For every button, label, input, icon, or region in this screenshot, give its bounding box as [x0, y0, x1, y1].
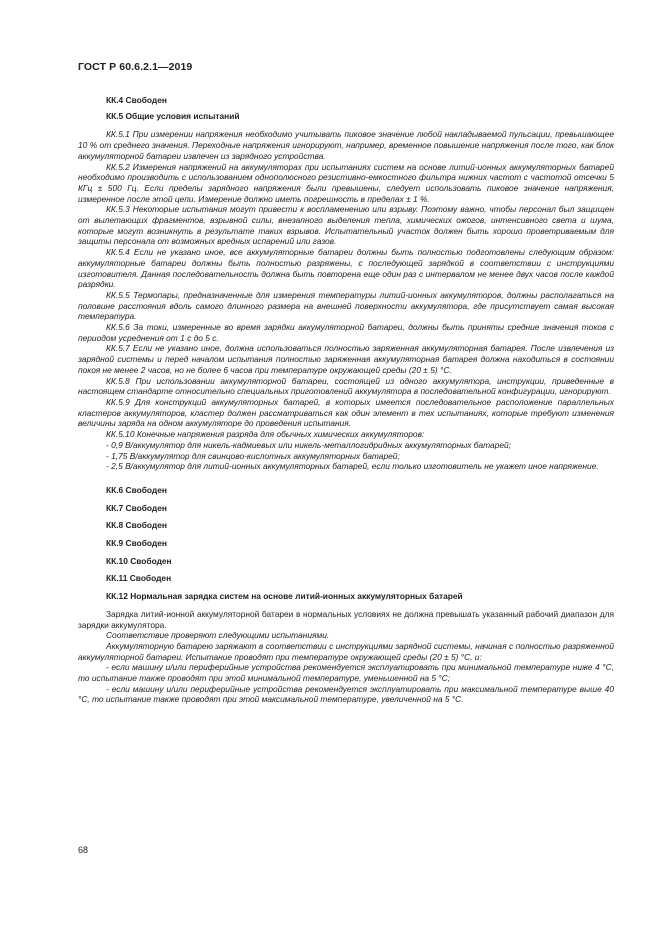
section-kk11-heading: КК.11 Свободен	[106, 573, 172, 584]
section-kk6-heading: КК.6 Свободен	[106, 484, 167, 495]
list-item-min-temperature: - если машину и/или периферийные устройства рекомендуется эксплуатировать при минимальной температуре ниже 4 °С, то испытание также проводят при этой минимальной температуре, уменьшенной на 5 °С;	[78, 662, 614, 684]
section-kk12-heading: КК.12 Нормальная зарядка систем на основе литий-ионных аккумуляторных батарей	[106, 591, 463, 602]
document-body	[78, 95, 614, 705]
section-kk7-heading: КК.7 Свободен	[106, 502, 167, 513]
paragraph-kk12-test: Аккумуляторную батарею заряжают в соответствии с инструкциями зарядной системы, начиная с полностью разряженной аккумуляторной батареи. Испытание проводят при температуре окружающей среды (20 ± 5) °С, и:	[78, 640, 614, 662]
section-kk4-heading: КК.4 Свободен	[106, 95, 167, 105]
section-kk5-heading: КК.5 Общие условия испытаний	[106, 110, 240, 121]
paragraph-kk5-7: КК.5.7 Если не указано иное, должна использоваться полностью заряженная аккумуляторная батарея. После извлечения из зарядной системы и перед началом испытания полностью заряженная аккумуляторная батарея должна находиться в состоянии покоя не менее 2 часов, но не более 6 часов при температуре окружающей среды (20 ± 5) °С.	[78, 343, 614, 375]
paragraph-kk5-6: КК.5.6 За токи, измеренные во время зарядки аккумуляторной батареи, должны быть приняты средние значения токов с периодом усреднения от 1 с до 5 с.	[78, 322, 614, 343]
list-item-voltage-li-ion: - 2,5 В/аккумулятор для литий-ионных аккумуляторных батарей, если только изготовитель не укажет иное напряжение.	[106, 461, 599, 472]
paragraph-kk5-3: КК.5.3 Некоторые испытания могут привести к воспламенению или взрыву. Поэтому важно, чтобы персонал был защищен от вылетающих фрагментов, взрывной силы, внезапного выделения тепла, химических ожогов, интенсивного света и шума, которые могут возникнуть в результате таких взрывов. Испытательный участок должен быть хорошо проветриваемым для защиты персонала от возможных вредных испарений или газов.	[78, 204, 614, 247]
paragraph-kk5-5: КК.5.5 Термопары, предназначенные для измерения температуры литий-ионных аккумуляторов, должны располагаться на половине расстояния вдоль самого длинного размера на внешней поверхности аккумулятора, где присутствует самая высокая температура.	[78, 289, 614, 322]
page-number: 68	[78, 845, 89, 855]
paragraph-kk5-2: КК.5.2 Измерения напряжений на аккумуляторах при испытаниях систем на основе литий-ионных аккумуляторных батарей необходимо производить с использованием однополюсного резистивно-емкостного фильтра нижних частот с частотой отсечки 5 КГц ± 500 Гц. Если пределы зарядного напряжения были превышены, следует использовать пиковое значение напряжения, измеренное после этой цепи. Измерение должно иметь погрешность в пределах ± 1 %.	[78, 161, 614, 204]
paragraph-kk5-4: КК.5.4 Если не указано иное, все аккумуляторные батареи должны быть полностью подготовлены следующим образом: аккумуляторные батареи должны быть полностью разряжены, с последующей зарядкой в соответствии с инструкциями изготовителя. Данная последовательность должна быть повторена еще один раз с интервалом не менее двух часов после каждой разрядки.	[78, 247, 614, 290]
list-item-max-temperature: - если машину и/или периферийные устройства рекомендуется эксплуатировать при максимальной температуре выше 40 °С, то испытание также проводят при этой максимальной температуре, увеличенной на 5 °С.	[78, 683, 614, 705]
list-item-voltage-nicd: - 0,9 В/аккумулятор для никель-кадмиевых или никель-металлогидридных аккумуляторных батарей;	[106, 439, 511, 450]
paragraph-kk5-10: КК.5.10 Конечные напряжения разряда для обычных химических аккумуляторов:	[106, 429, 425, 440]
section-kk10-heading: КК.10 Свободен	[106, 555, 172, 566]
standard-header: ГОСТ Р 60.6.2.1—2019	[78, 61, 193, 73]
paragraph-kk12-1: Зарядка литий-ионной аккумуляторной батареи в нормальных условиях не должна превышать указанный рабочий диапазон для зарядки аккумулятора.	[78, 608, 614, 630]
list-item-voltage-lead-acid: - 1,75 В/аккумулятор для свинцово-кислотных аккумуляторных батарей;	[106, 450, 400, 461]
paragraph-kk5-9: КК.5.9 Для конструкций аккумуляторных батарей, в которых имеется последовательное расположение параллельных кластеров аккумуляторов, кластер должен рассматриваться как один элемент в тех испытаниях, которые требуют изменения величины заряда на одном аккумуляторе до проведения испытания.	[78, 396, 614, 429]
paragraph-kk12-compliance: Соответствие проверяют следующими испытаниями.	[106, 630, 330, 641]
paragraph-kk5-8: КК.5.8 При использовании аккумуляторной батареи, состоящей из одного аккумулятора, инструкции, приведенные в настоящем стандарте относительно специальных приготовлений аккумулятора в последовательной конфигурации, игнорируют.	[78, 375, 614, 397]
section-kk8-heading: КК.8 Свободен	[106, 520, 167, 531]
section-kk9-heading: КК.9 Свободен	[106, 538, 167, 549]
paragraph-kk5-1: КК.5.1 При измерении напряжения необходимо учитывать пиковое значение любой накладываемой пульсации, превышающее 10 % от среднего значения. Переходные напряжения игнорируют, например, временное повышение напряжения после того, как блок аккумуляторной батареи извлечен из зарядного устройства.	[78, 129, 614, 161]
